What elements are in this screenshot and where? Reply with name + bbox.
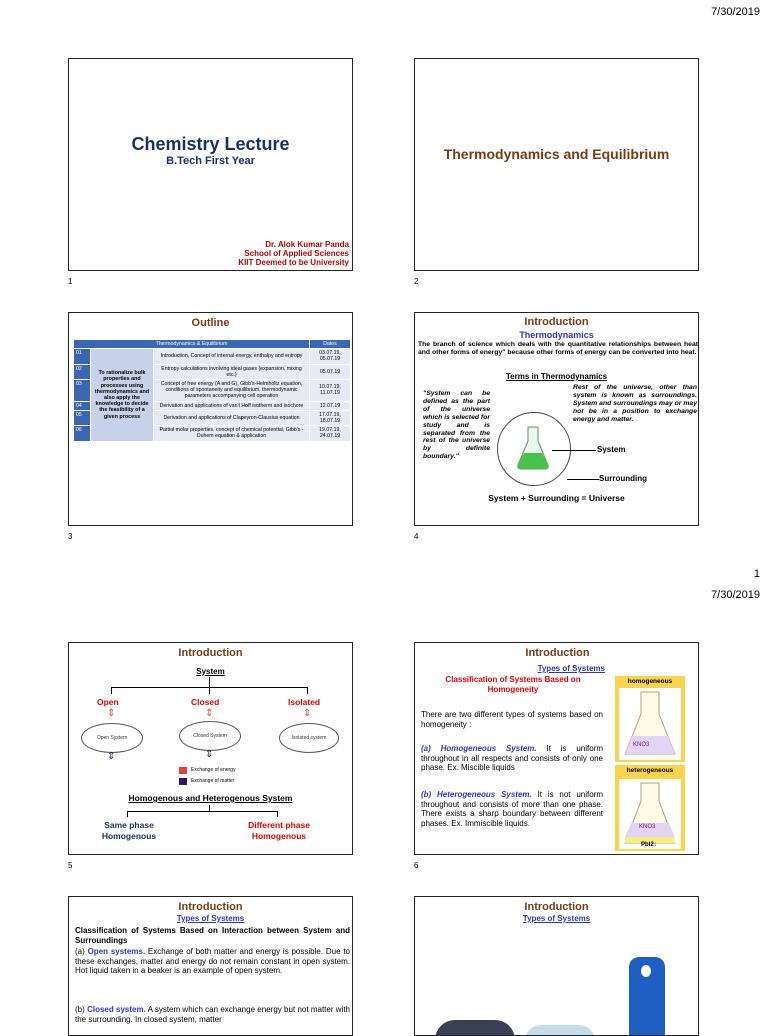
tree-line <box>209 677 210 687</box>
isolated-system-diagram: Isolated system <box>279 723 339 753</box>
energy-legend-swatch <box>179 767 187 774</box>
closed-system-diagram: Closed System <box>179 721 241 751</box>
matter-arrow-icon: ⇕ <box>205 749 214 760</box>
row-number: 04 <box>74 401 91 410</box>
table-header: Dates <box>310 340 351 349</box>
heterogeneous-text: It is not uniform throughout and consists of more than one phase. There exists a sharp boundary between different phases. Ex. Immiscible liquids. <box>421 790 604 828</box>
isolated-label: Isolated <box>288 697 321 707</box>
closed-system-label: Closed system. <box>87 1005 146 1014</box>
flask-icon <box>525 1025 595 1036</box>
legend-matter: Exchange of matter <box>191 778 235 784</box>
slide-title: Thermodynamics and Equilibrium <box>443 146 670 162</box>
energy-arrow-icon: ⇕ <box>107 708 116 719</box>
author-name: Dr. Alok Kumar Panda <box>265 240 349 249</box>
homogenous-label: Homogenous <box>251 831 307 841</box>
topic-cell: Entropy calculations involving ideal gases (expansion, mixing etc.) <box>154 364 310 379</box>
dates-cell: 12.07.19 <box>310 401 351 410</box>
closed-system-text: A system which can exchange energy but not matter with the surrounding. In closed system, matter <box>75 1005 351 1024</box>
open-system-description: (a) Open systems. Exchange of both matter and energy is possible. Due to these exchanges, matter and energy do not remain constant in open system. Hot liquid taken in a beaker is an example of open system. <box>75 947 350 975</box>
table-header: Thermodynamics & Equilibrium <box>74 340 310 349</box>
tree-line <box>127 811 277 812</box>
open-system-label: Open systems. <box>87 947 146 956</box>
closed-label: Closed <box>191 697 220 707</box>
interaction-heading: Classification of Systems Based on Interaction between System and Surroundings <box>75 926 350 945</box>
author-school: School of Applied Sciences <box>244 249 349 258</box>
table-row <box>74 349 351 364</box>
dates-cell: 03.07.19, 05.07.19 <box>310 349 351 364</box>
homogeneous-caption: homogeneous <box>627 678 673 685</box>
slide-title: Introduction <box>524 901 589 913</box>
slide-subtitle: Types of Systems <box>522 914 591 923</box>
surrounding-definition: Rest of the universe, other than system is known as surroundings. System and surroundings may or may not be in a position to exchange energy and matter. <box>573 384 697 423</box>
thermo-definition: The branch of science which deals with the quantitative relationships between heat and other forms of energy" because other forms of energy can be converted into heat. <box>418 341 698 356</box>
dates-cell: 10.07.19, 11.07.19 <box>310 380 351 402</box>
energy-arrow-icon: ⇕ <box>205 708 214 719</box>
page-date: 7/30/2019 <box>711 589 760 601</box>
topic-cell: Derivation and applications of Clapeyron-Clausius equation <box>154 410 310 425</box>
slide-title: Outline <box>191 317 230 329</box>
different-phase-label: Different phase <box>248 820 310 830</box>
dates-cell: 17.07.19, 18.07.19 <box>310 410 351 425</box>
homogeneous-image <box>615 676 685 762</box>
kno3-label: KNO3 <box>633 742 650 748</box>
topic-cell: Concept of free energy (A and G), Gibb's-Helmholtz equation, conditions of spontaneity and equilibrium, thermodynamic parameters accompanying cell operation <box>154 380 310 402</box>
slide-subtitle: Types of Systems <box>176 914 245 923</box>
author-university: KIIT Deemed to be University <box>238 258 349 267</box>
tree-line <box>127 811 128 817</box>
thermos-cap <box>641 965 651 977</box>
slide-4 <box>414 312 699 526</box>
slide-3 <box>68 312 353 526</box>
tree-line <box>307 687 308 694</box>
terms-heading: Terms in Thermodynamics <box>505 372 608 381</box>
open-label: Open <box>97 697 119 707</box>
matter-legend-swatch <box>179 778 187 785</box>
matter-arrow-icon: ⇕ <box>107 751 116 762</box>
pbi2-label: PbI2↓ <box>641 842 657 848</box>
beaker-icon <box>435 1020 515 1036</box>
open-system-text: Exchange of both matter and energy is possible. Due to these exchanges, matter and energy do not remain constant in open system. Hot liquid taken in a beaker is an example of open system. <box>75 947 350 975</box>
homo-hetero-heading: Homogenous and Heterogenous System <box>128 793 293 803</box>
slide-title: Introduction <box>524 316 589 328</box>
slide-title: Introduction <box>178 647 243 659</box>
system-definition: "System can be defined as the part of the universe which is selected for study and is separated from the rest of the universe by definite boundary." <box>423 390 490 461</box>
homogeneous-text: It is uniform throughout in all respects and consists of only one phase. Ex. Miscible liquids <box>421 744 604 772</box>
slide-number: 4 <box>414 532 419 541</box>
row-number: 06 <box>74 426 91 441</box>
energy-arrow-icon: ⇕ <box>303 708 312 719</box>
slide-number: 1 <box>68 277 73 286</box>
legend-energy: Exchange of energy <box>191 767 236 773</box>
label-system: System <box>597 445 626 454</box>
slide-8 <box>414 896 699 1036</box>
slide-7 <box>68 896 353 1036</box>
flask-icon <box>515 425 551 471</box>
dates-cell: 05.07.19 <box>310 364 351 379</box>
system-heading: System <box>196 667 225 676</box>
slide-subtitle: Types of Systems <box>537 664 605 673</box>
lecture-subtitle: B.Tech First Year <box>166 155 255 167</box>
closed-system-description: (b) Closed system. A system which can exchange energy but not matter with the surrounding. In closed system, matter <box>75 1005 351 1024</box>
universe-equation: System + Surrounding = Universe <box>488 493 625 503</box>
slide-title: Introduction <box>178 901 243 913</box>
row-number: 02 <box>74 364 91 379</box>
row-number: 05 <box>74 410 91 425</box>
tree-line <box>277 811 278 817</box>
topic-cell: Partial molar properties, concept of chemical potential, Gibb's -Duhem equation & application <box>154 426 310 441</box>
homogeneity-heading: Classification of Systems Based on Homogeneity <box>445 675 581 694</box>
topic-cell: Derivation and applications of van't Hoff isotherm and isochore <box>154 401 310 410</box>
slide-2 <box>414 58 699 271</box>
heterogeneous-label: (b) Heterogeneous System. <box>421 790 532 799</box>
beaker-icon <box>619 779 681 849</box>
slide-number: 5 <box>68 861 73 870</box>
page-number: 1 <box>753 568 760 580</box>
topic-cell: Introduction, Concept of internal energy, enthalpy and entropy <box>154 349 310 364</box>
heterogeneous-image <box>615 765 685 851</box>
homogeneous-description <box>421 744 603 773</box>
row-number: 01 <box>74 349 91 364</box>
objective-cell: To rationalize bulk properties and processes using thermodynamics and also apply the knowledge to decide the feasibility of a given process <box>91 349 154 441</box>
kno3-label: KNO3 <box>639 824 656 830</box>
tree-line <box>111 687 112 694</box>
tree-line <box>209 687 210 694</box>
slide-subtitle: Thermodynamics <box>519 330 594 340</box>
slide-number: 2 <box>414 277 419 286</box>
open-system-diagram: Open System <box>81 723 143 753</box>
slide-title: Introduction <box>525 647 590 659</box>
page-date: 7/30/2019 <box>711 6 760 18</box>
slide-5 <box>68 642 353 855</box>
slide-6 <box>414 642 699 855</box>
outline-table <box>73 339 351 442</box>
homogeneous-label: (a) Homogeneous System. <box>421 744 537 753</box>
system-arrow <box>552 450 596 451</box>
label-surrounding: Surrounding <box>599 474 647 483</box>
row-number: 03 <box>74 380 91 402</box>
slide-1 <box>68 58 353 271</box>
same-phase-label: Same phase <box>104 820 154 830</box>
lecture-title: Chemistry Lecture <box>131 134 290 154</box>
homogeneity-intro: There are two different types of systems based on homogeneity : <box>421 710 603 729</box>
beaker-icon <box>619 688 681 760</box>
heterogeneous-caption: heterogeneous <box>626 767 674 774</box>
slide-number: 6 <box>414 861 419 870</box>
slide-number: 3 <box>68 532 73 541</box>
homogenous-label: Homogenous <box>101 831 157 841</box>
surrounding-arrow <box>567 479 599 480</box>
heterogeneous-description <box>421 790 603 828</box>
dates-cell: 19.07.19, 24.07.19 <box>310 426 351 441</box>
thermos-flask-icon <box>629 957 665 1036</box>
